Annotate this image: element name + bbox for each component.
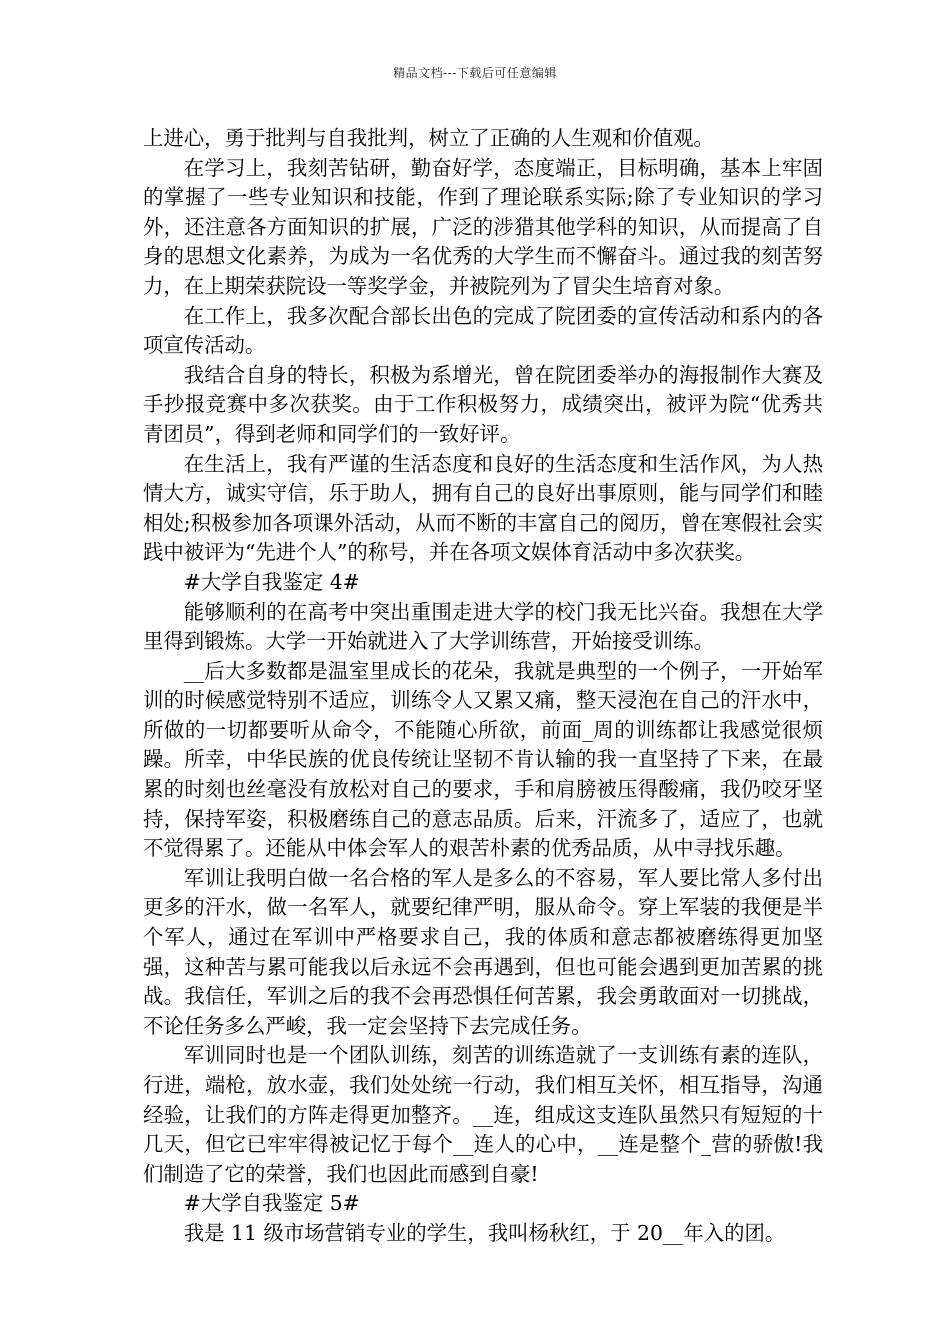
section-heading-4: #大学自我鉴定 4# <box>183 569 360 594</box>
paragraph-intro-5: 我是 11 级市场营销专业的学生，我叫杨秋红，于 20__年入的团。 <box>183 1220 786 1245</box>
document-body <box>143 124 823 1249</box>
paragraph-work: 在工作上，我多次配合部长出色的完成了院团委的宣传活动和系内的各项宣传活动。 <box>143 303 823 358</box>
page-header: 精品文档---下载后可任意编辑 <box>393 66 557 80</box>
paragraph-continuation: 上进心，勇于批判与自我批判，树立了正确的人生观和价值观。 <box>143 126 714 150</box>
paragraph-study: 在学习上，我刻苦钻研，勤奋好学，态度端正，目标明确，基本上牢固的掌握了一些专业知识和技能，作到了理论联系实际;除了专业知识的学习外，还注意各方面知识的扩展，广泛的涉猎其他学科的知识，从而提高了自身的思想文化素养，为成为一名优秀的大学生而不懈奋斗。通过我的刻苦努力，在上期荣获院设一等奖学金，并被院列为了冒尖生培育对象。 <box>143 155 823 298</box>
paragraph-soldier: 军训让我明白做一名合格的军人是多么的不容易，军人要比常人多付出更多的汗水，做一名军人，就要纪律严明，服从命令。穿上军装的我便是半个军人，通过在军训中严格要求自己，我的体质和意志都被磨练得更加坚强，这种苦与累可能我以后永远不会再遇到，但也可能会遇到更加苦累的挑战。我信任，军训之后的我不会再恐惧任何苦累，我会勇敢面对一切挑战，不论任务多么严峻，我一定会坚持下去完成任务。 <box>143 865 823 1038</box>
paragraph-military-training: __后大多数都是温室里成长的花朵，我就是典型的一个例子，一开始军训的时候感觉特别不适应，训练令人又累又痛，整天浸泡在自己的汗水中，所做的一切都要听从命令，不能随心所欲，前面_周的训练都让我感觉很烦躁。所幸，中华民族的优良传统让坚韧不肯认输的我一直坚持了下来，在最累的时刻也丝毫没有放松对自己的要求，手和肩膀被压得酸痛，我仍咬牙坚持，保持军姿，积极磨练自己的意志品质。后来，汗流多了，适应了，也就不觉得累了。还能从中体会军人的艰苦朴素的优秀品质，从中寻找乐趣。 <box>143 658 823 861</box>
paragraph-awards: 我结合自身的特长，积极为系增光，曾在院团委举办的海报制作大赛及手抄报竞赛中多次获奖。由于工作积极努力，成绩突出，被评为院“优秀共青团员”，得到老师和同学们的一致好评。 <box>143 362 823 446</box>
paragraph-intro-4: 能够顺利的在高考中突出重围走进大学的校门我无比兴奋。我想在大学里得到锻炼。大学一开始就进入了大学训练营，开始接受训练。 <box>143 599 823 654</box>
section-heading-5: #大学自我鉴定 5# <box>183 1191 360 1216</box>
paragraph-life: 在生活上，我有严谨的生活态度和良好的生活态度和生活作风，为人热情大方，诚实守信，乐于助人，拥有自己的良好出事原则，能与同学们和睦相处;积极参加各项课外活动，从而不断的丰富自己的阅历，曾在寒假社会实践中被评为“先进个人”的称号，并在各项文娱体育活动中多次获奖。 <box>143 451 823 565</box>
paragraph-team: 军训同时也是一个团队训练，刻苦的训练造就了一支训练有素的连队，行进，端枪，放水壶，我们处处统一行动，我们相互关怀，相互指导，沟通经验，让我们的方阵走得更加整齐。__连，组成这支连队虽然只有短短的十几天，但它已牢牢得被记忆于每个__连人的心中，__连是整个_营的骄傲!我们制造了它的荣誉，我们也因此而感到自豪! <box>143 1043 823 1186</box>
